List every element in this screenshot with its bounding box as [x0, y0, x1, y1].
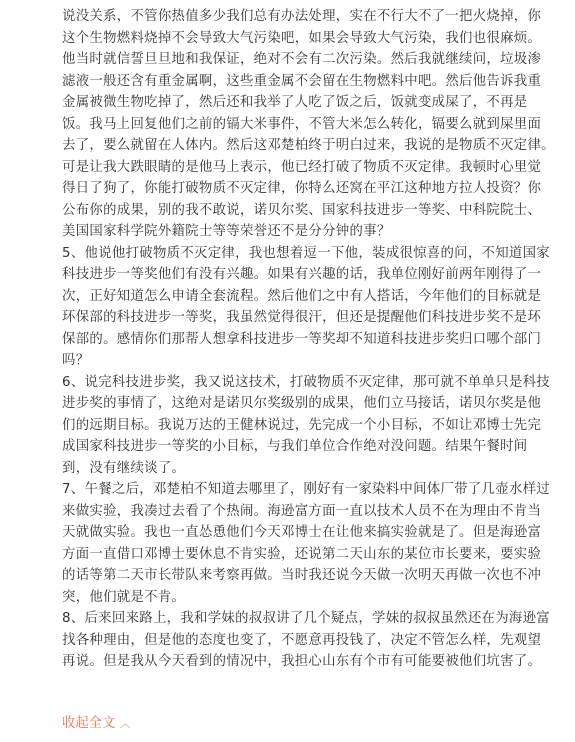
article-line: 科技进步一等奖他们有没有兴趣。如果有兴趣的话，我单位刚好前两年刚得了一 [62, 267, 542, 282]
article-line: 天就做实验。我也一直怂恿他们今天邓博士在让他来搞实验就是了。但是海逊富 [62, 525, 542, 540]
chevron-up-icon: ︿ [119, 717, 131, 730]
article-line: 保部的。感情你们那帮人想拿科技进步一等奖却不知道科技进步奖归口哪个部门 [62, 331, 542, 347]
article-line: 7、午餐之后，邓楚柏不知道去哪里了，刚好有一家染料中间体厂带了几壶水样过 [62, 482, 550, 497]
article-line: 方面一直借口邓博士要休息不肯实验，还说第二天山东的某位市长要来，要实验 [62, 546, 542, 562]
article-line: 的话等第二天市长带队来考察再做。当时我还说今天做一次明天再做一次也不冲 [62, 568, 542, 583]
article-line: 6、说完科技进步奖，我又说这技术，打破物质不灭定律，那可就不单单只是科技 [62, 374, 550, 390]
article-line: 来做实验，我凑过去看了个热闹。海逊富方面一直以技术人员不在为理由不肯当 [62, 503, 542, 519]
article-line: 去了，要么就留在人体内。然后这邓楚柏终于明白过来，我说的是物质不灭定律。 [62, 138, 555, 153]
article-line: 这个生物燃料烧掉不会导致大气污染吧，如果会导致大气污染，我们也很麻烦。 [62, 30, 542, 46]
article-line: 突，他们就是不肯。 [62, 589, 186, 605]
article-line: 说没关系，不管你热值多少我们总有办法处理，实在不行大不了一把火烧掉，你 [62, 9, 542, 24]
article-line: 他当时就信誓旦旦地和我保证，绝对不会有二次污染。然后我就继续问，垃圾渗 [62, 52, 542, 67]
collapse-label: 收起全文 [62, 716, 116, 731]
article-line: 滤液一般还含有重金属啊，这些重金属不会留在生物燃料中吧。然后他告诉我重 [62, 73, 542, 89]
article-line: 进步奖的事情了，这绝对是诺贝尔奖级别的成果，他们立马接话，诺贝尔奖是他 [62, 396, 542, 411]
article-line: 美国国家科学院外籍院士等等荣誉还不是分分钟的事？ [62, 224, 391, 239]
article-body [62, 6, 570, 673]
article-line: 们的远期目标。我说万达的王健林说过，先完成一个小目标，不如让邓博士先完 [62, 417, 542, 433]
article-line: 找各种理由，但是他的态度也变了，不愿意再投钱了，决定不管怎么样，先观望 [62, 632, 542, 648]
article-line: 5、他说他打破物质不灭定律，我也想着逗一下他，装成很惊喜的问，不知道国家 [62, 245, 550, 261]
article-line: 金属被微生物吃掉了，然后还和我举了人吃了饭之后，饭就变成屎了，不再是 [62, 95, 528, 110]
article-line: 饭。我马上回复他们之前的镉大米事件，不管大米怎么转化，镉要么就到屎里面 [62, 116, 542, 132]
article-line: 8、后来回来路上，我和学妹的叔叔讲了几个疑点，学妹的叔叔虽然还在为海逊富 [62, 611, 550, 626]
article-line: 可是让我大跌眼睛的是他马上表示，他已经打破了物质不灭定律。我顿时心里觉 [62, 159, 542, 175]
article-line: 公布你的成果，别的我不敢说，诺贝尔奖、国家科技进步一等奖、中科院院士、 [62, 202, 542, 218]
article-line: 环保部的科技进步一等奖，我虽然觉得很汗，但还是提醒他们科技进步奖不是环 [62, 310, 542, 325]
article-line: 吗？ [62, 353, 90, 368]
article-line: 到，没有继续谈了。 [62, 460, 186, 476]
article-line: 成国家科技进步一等奖的小目标，与我们单位合作绝对没问题。结果午餐时间 [62, 439, 528, 454]
article-line: 再说。但是我从今天看到的情况中，我担心山东有个市有可能要被他们坑害了。 [62, 654, 542, 669]
article-line: 次，正好知道怎么申请全套流程。然后他们之中有人搭话，今年他们的目标就是 [62, 288, 542, 304]
article-line: 得日了狗了，你能打破物质不灭定律，你特么还窝在平江这种地方拉人投资？你 [62, 181, 542, 196]
collapse-full-text-link[interactable] [62, 713, 131, 735]
